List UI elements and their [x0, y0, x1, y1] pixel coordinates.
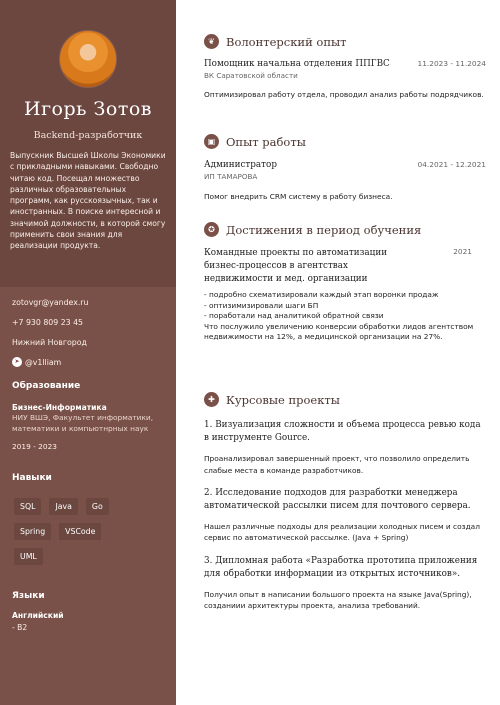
profile-block	[0, 0, 176, 287]
languages-heading: Языки	[12, 591, 45, 601]
skill-chip: Spring	[14, 523, 51, 540]
email-contact[interactable]: zotovgr@yandex.ru	[12, 297, 89, 307]
work-title: Администратор	[204, 160, 277, 170]
skill-chip: Java	[49, 498, 77, 515]
course-project-text: Проанализировал завершенный проект, что позволило определить слабые места в команде разработчиков.	[204, 454, 470, 475]
puzzle-icon: ✚	[204, 392, 219, 407]
work-date: 04.2021 - 12.2021	[417, 160, 486, 169]
skill-chip: UML	[14, 548, 43, 565]
person-name: Игорь Зотов	[24, 98, 152, 120]
education-years: 2019 - 2023	[12, 442, 57, 451]
skill-chip: Go	[86, 498, 109, 515]
volunteer-date: 11.2023 - 11.2024	[417, 59, 486, 68]
language-name: Английский	[12, 611, 64, 620]
volunteer-heading: ❦ Волонтерский опыт	[204, 34, 486, 49]
skills-heading: Навыки	[12, 473, 52, 483]
course-project-text: Получил опыт в написании большого проекта на языке Java(Spring), созданиии архитектуры проекта, анализа требований.	[204, 590, 472, 611]
work-heading: ▣ Опыт работы	[204, 134, 486, 149]
city-contact: Нижний Новгород	[12, 337, 87, 347]
volunteer-text: Оптимизировал работу отдела, проводил анализ работы подрядчиков.	[204, 90, 484, 99]
briefcase-icon: ▣	[204, 134, 219, 149]
language-level: - B2	[12, 623, 28, 632]
courses-section	[204, 392, 486, 611]
work-org: ИП ТАМАРОВА	[204, 172, 258, 181]
skill-chip: SQL	[14, 498, 41, 515]
course-project-text: Нашел различные подходы для реализации холодных писем и создал сервис по автоматической рассылке. (Java + Spring)	[204, 522, 480, 543]
achievement-date: 2021	[453, 247, 472, 256]
achievement-bullet: - оптизимизировали шаги БП	[204, 300, 319, 310]
leaf-icon: ❦	[204, 34, 219, 49]
work-section	[204, 134, 486, 202]
achievement-result: Что послужило увеличению конверсии обработки лидов агентством недвижимости на 12%, а медицинской организации на 27%.	[204, 321, 474, 341]
volunteer-title: Помощник начальна отделения ППГВС	[204, 59, 390, 69]
medal-icon: ✪	[204, 222, 219, 237]
contacts	[0, 287, 176, 367]
achievements-section	[204, 222, 486, 343]
telegram-contact[interactable]: ➤ @v1lliam	[12, 357, 164, 367]
job-role: Backend-разработчик	[33, 130, 143, 141]
telegram-icon: ➤	[12, 357, 22, 367]
skills-list	[0, 498, 150, 565]
course-project-title: 3. Дипломная работа «Разработка прототипа приложения для обработки информации из открытых источников».	[204, 555, 478, 579]
achievement-bullet: - подробно схематизировали каждый этап воронки продаж	[204, 290, 439, 299]
achievement-title: Командные проекты по автоматизации бизнес-процессов в агентствах недвижимости и мед. организации	[204, 248, 388, 284]
achievement-bullet: - поработали над аналитикой обратной связи	[204, 311, 384, 320]
course-project-title: 1. Визуализация сложности и объема процесса ревью кода в инструменте Gource.	[204, 420, 481, 444]
work-text: Помог внедрить CRM систему в работу бизнеса.	[204, 192, 393, 201]
skill-chip: VSCode	[59, 523, 101, 540]
education-heading: Образование	[12, 381, 81, 391]
volunteer-section	[204, 34, 486, 100]
sidebar	[0, 0, 176, 705]
education-subtitle: НИУ ВШЭ, Факультет информатики, математики и компьютнрных наук	[12, 413, 154, 433]
avatar	[59, 30, 117, 88]
achievements-heading: ✪ Достижения в период обучения	[204, 222, 486, 237]
course-project-title: 2. Исследование подходов для разработки менеджера автоматической рассылки писем для почтового сервера.	[204, 487, 471, 512]
phone-contact[interactable]: +7 930 809 23 45	[12, 317, 84, 327]
education-title: Бизнес-Информатика	[12, 403, 107, 412]
about-text: Выпускник Высшей Школы Экономики с прикладными навыками. Свободно читаю код. Посещал множество различных образовательных программ, как русскоязычных, так и иностранных. В поиске интересной и значимой должности, в которой смогу применить свои знания для реализации продукта.	[10, 151, 166, 251]
courses-heading: ✚ Курсовые проекты	[204, 392, 486, 407]
volunteer-org: ВК Саратовской области	[204, 71, 298, 80]
